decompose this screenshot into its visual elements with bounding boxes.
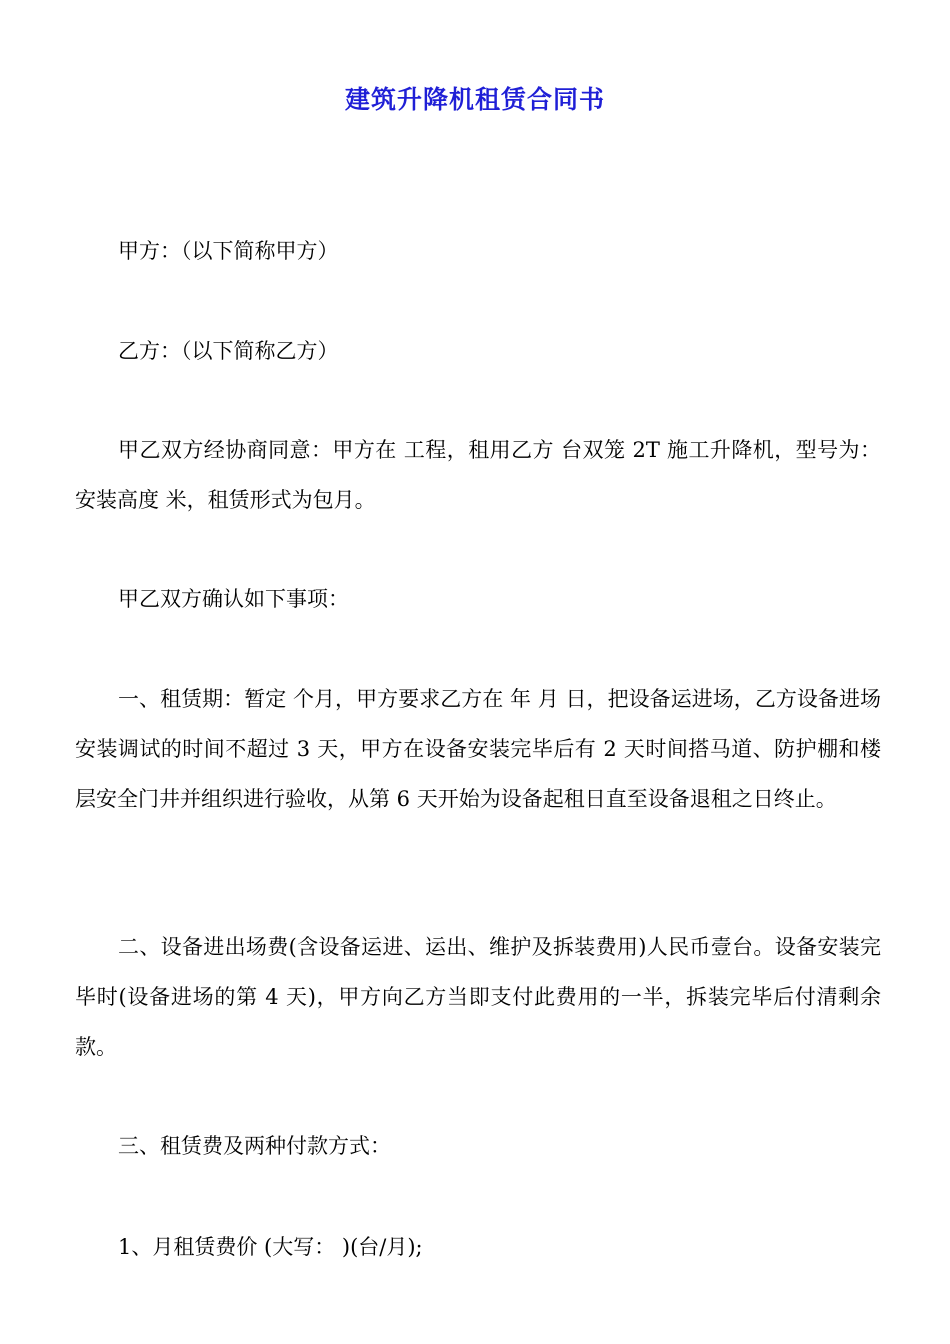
clause-monthly-rent: 1、月租赁费价 (大写： )(台/月); (118, 1235, 423, 1259)
clause-entry-exit-fee: 二、设备进出场费(含设备运进、运出、维护及拆装费用)人民币壹台。设备安装完毕时(设备进场的第 4 天)，甲方向乙方当即支付此费用的一半，拆装完毕后付清剩余款。 (75, 935, 881, 1059)
confirm-heading: 甲乙双方确认如下事项： (118, 587, 349, 611)
clause-lease-period: 一、租赁期：暂定 个月，甲方要求乙方在 年 月 日，把设备运进场，乙方设备进场安装调试的时间不超过 3 天，甲方在设备安装完毕后有 2 天时间搭马道、防护棚和楼层安全门井并组织进行验收，从第 6 天开始为设备起租日直至设备退租之日终止。 (75, 687, 881, 811)
party-a-line: 甲方：（以下简称甲方） (118, 239, 339, 263)
party-b-line: 乙方：（以下简称乙方） (118, 339, 339, 363)
clause-rent-payment-heading: 三、租赁费及两种付款方式： (118, 1134, 391, 1158)
agreement-paragraph: 甲乙双方经协商同意：甲方在 工程，租用乙方 台双笼 2T 施工升降机，型号为： 安装高度 米，租赁形式为包月。 (75, 438, 881, 512)
document-title: 建筑升降机租赁合同书 (344, 85, 605, 114)
